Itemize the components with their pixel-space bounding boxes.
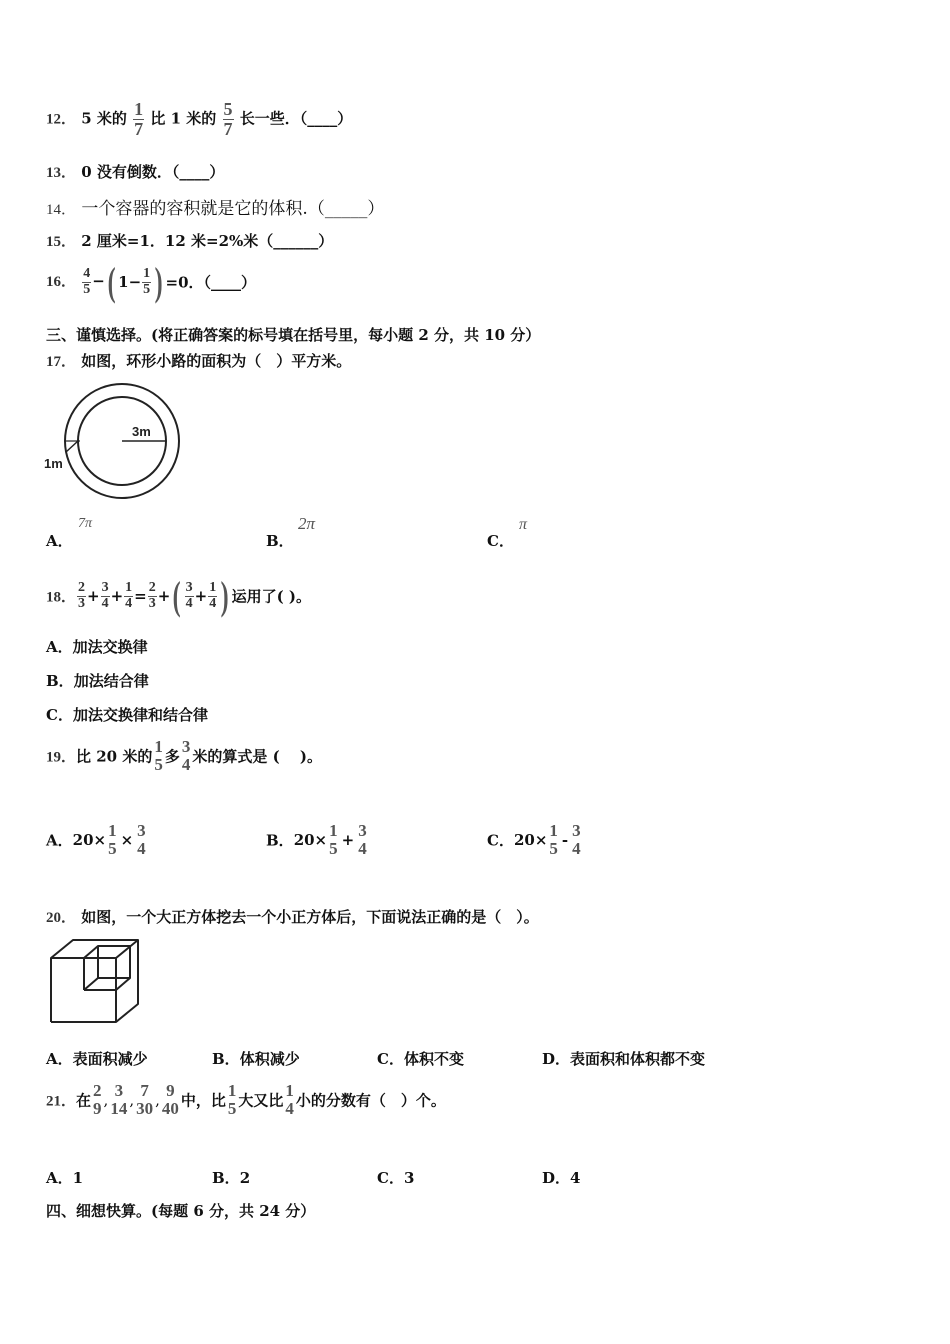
fraction: 1 5 bbox=[227, 1081, 237, 1118]
q17-option-a-value: 7π bbox=[78, 516, 93, 531]
fraction: 3 4 bbox=[358, 821, 367, 858]
question-18: 18． $\frac{2}{3}$ + $\frac{3}{4}$ + $\frac{1}{4}$ = $\frac{2}{3}$ +( $\frac{3}{4}$ + $\frac{1}{4}$ ) 运用了( )。 bbox=[46, 573, 311, 618]
question-16: 16． $\frac{4}{5}$ −( 1− $\frac{1}{5}$ ) =0．（____） bbox=[46, 259, 257, 304]
fraction: 3 4 bbox=[181, 737, 191, 774]
ring-path-figure bbox=[40, 380, 190, 505]
question-19: 19．比 20 米的 1 5 多 3 4 米的算式是 ( )。 bbox=[46, 737, 322, 774]
question-15: 15． 2 厘米=1．12 米=2%米（______） bbox=[46, 232, 334, 250]
q21-option-c[interactable]: C．3 bbox=[377, 1169, 415, 1187]
q19-option-a[interactable]: A．20× 1 5 × 3 4 bbox=[46, 821, 146, 858]
fraction: 1 5 bbox=[108, 821, 117, 858]
fraction: 3 4 bbox=[137, 821, 146, 858]
q17-option-b[interactable]: B． bbox=[266, 532, 294, 550]
cut-inner-diagonal bbox=[84, 978, 98, 990]
q18-option-b[interactable]: B．加法结合律 bbox=[46, 672, 149, 690]
question-20: 20． 如图，一个大正方体挖去一个小正方体后，下面说法正确的是（ ）。 bbox=[46, 908, 539, 926]
question-21: 21．在 2 9 , 3 14 , 7 30 , 9 40 中，比 1 5 大又比 1 4 小的分数有（ ）个。 bbox=[46, 1081, 446, 1118]
q21-option-a[interactable]: A．1 bbox=[46, 1169, 84, 1187]
fraction: $\frac{2}{3}$ bbox=[148, 579, 156, 611]
q17-option-a[interactable]: A． bbox=[46, 532, 73, 550]
q21-option-d[interactable]: D．4 bbox=[542, 1169, 581, 1187]
q17-option-c-value: π bbox=[519, 516, 528, 533]
q20-option-a[interactable]: A．表面积减少 bbox=[46, 1050, 148, 1068]
section-4-heading: 四、细想快算。(每题 6 分，共 24 分） bbox=[46, 1202, 316, 1220]
q18-option-a[interactable]: A．加法交换律 bbox=[46, 638, 148, 656]
cube-figure bbox=[46, 936, 146, 1028]
fraction: $\frac{1}{5}$ bbox=[143, 265, 151, 297]
fraction: $\frac{2}{3}$ bbox=[78, 579, 86, 611]
fraction: $\frac{4}{5}$ bbox=[83, 265, 91, 297]
q18-option-c[interactable]: C．加法交换律和结合律 bbox=[46, 706, 208, 724]
fraction: 2 9 bbox=[93, 1081, 102, 1118]
fraction: $\frac{1}{4}$ bbox=[125, 579, 133, 611]
question-14: 14． 一个容器的容积就是它的体积.（_____） bbox=[46, 199, 385, 219]
q20-option-c[interactable]: C．体积不变 bbox=[377, 1050, 464, 1068]
inner-radius-label: 3m bbox=[132, 424, 151, 439]
fraction: 1 5 bbox=[154, 737, 163, 774]
fraction: 1 5 bbox=[329, 821, 338, 858]
q20-option-d[interactable]: D．表面积和体积都不变 bbox=[542, 1050, 706, 1068]
section-3-heading: 三、谨慎选择。(将正确答案的标号填在括号里，每小题 2 分，共 10 分） bbox=[46, 326, 541, 344]
fraction: $\frac{1}{7}$ bbox=[134, 99, 144, 139]
question-number: 12． bbox=[46, 111, 77, 128]
q20-option-b[interactable]: B．体积减少 bbox=[212, 1050, 300, 1068]
fraction: 1 4 bbox=[285, 1081, 294, 1118]
fraction: 3 14 bbox=[110, 1081, 128, 1118]
q17-option-c[interactable]: C． bbox=[487, 532, 514, 550]
width-label: 1m bbox=[44, 456, 63, 471]
fraction: $\frac{5}{7}$ bbox=[223, 99, 233, 139]
q17-option-b-value: 2π bbox=[298, 514, 316, 533]
fraction: $\frac{3}{4}$ bbox=[101, 579, 109, 611]
q19-option-b[interactable]: B．20× 1 5 + 3 4 bbox=[266, 821, 367, 858]
q19-option-c[interactable]: C．20× 1 5 - 3 4 bbox=[487, 821, 581, 858]
fraction: 9 40 bbox=[161, 1081, 179, 1118]
fraction: 1 5 bbox=[549, 821, 558, 858]
question-12: 12． 5 米的 $\frac{1}{7}$ 比 1 米的 $\frac{5}{7}$ 长一些．（____） bbox=[46, 99, 353, 139]
q21-option-b[interactable]: B．2 bbox=[212, 1169, 251, 1187]
pointer-line bbox=[66, 441, 78, 452]
fraction: $\frac{1}{4}$ bbox=[209, 579, 217, 611]
question-13: 13． 0 没有倒数．（____） bbox=[46, 163, 225, 181]
fraction: 3 4 bbox=[572, 821, 581, 858]
question-17: 17． 如图，环形小路的面积为（ ）平方米。 bbox=[46, 352, 352, 370]
fraction: 7 30 bbox=[136, 1081, 154, 1118]
fraction: $\frac{3}{4}$ bbox=[185, 579, 193, 611]
